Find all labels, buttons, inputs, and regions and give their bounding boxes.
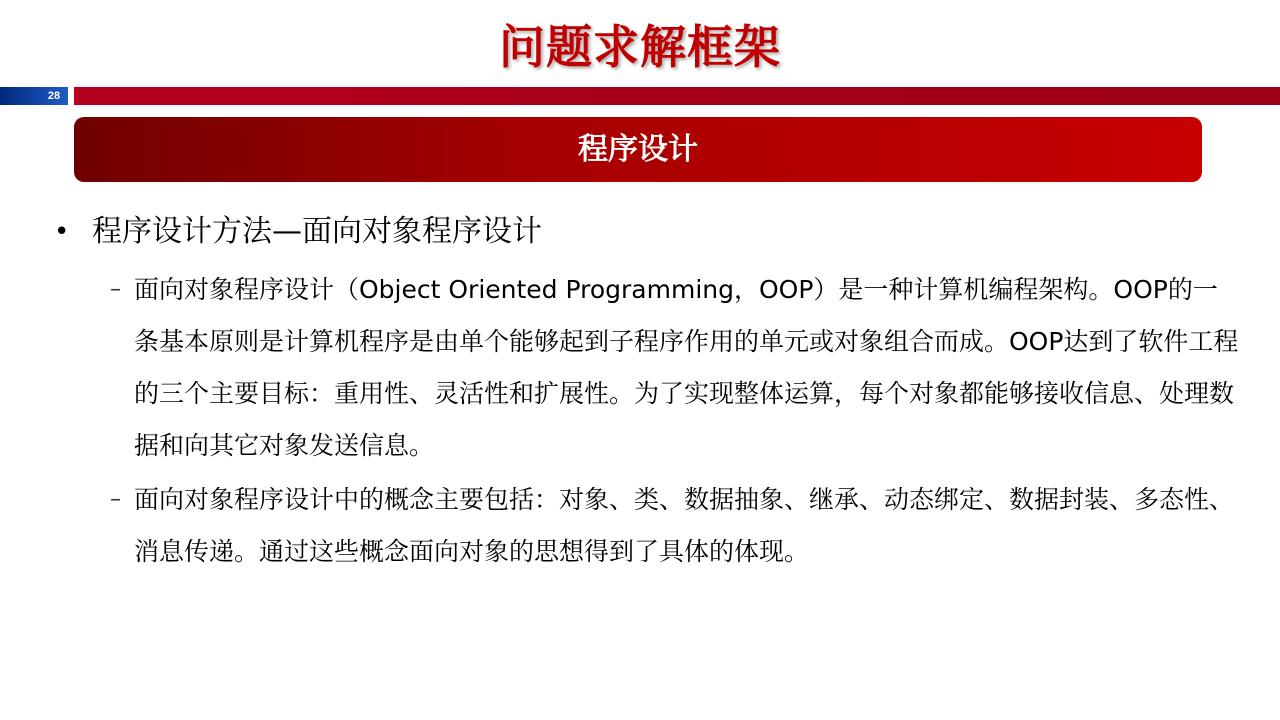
sub-bullet-dash: – xyxy=(110,277,121,302)
slide-title: 问题求解框架 xyxy=(499,20,781,74)
section-title: 程序设计 xyxy=(578,132,698,167)
sub-bullet-dash: – xyxy=(110,487,121,512)
sub-bullet-text: 面向对象程序设计（Object Oriented Programming，OOP）是一种计算机编程架构。OOP的一条基本原则是计算机程序是由单个能够起到子程序作用的单元或对象组合而成。OOP达到了软件工程的三个主要目标：重用性、灵活性和扩展性。为了实现整体运算，每个对象都能够接收信息、处理数据和向其它对象发送信息。 xyxy=(134,275,1239,460)
page-number-badge xyxy=(0,87,68,105)
sub-bullet-item xyxy=(110,264,1240,474)
bullet-item xyxy=(54,206,1244,258)
slide-content xyxy=(54,206,1244,586)
section-banner xyxy=(74,117,1202,182)
sub-bullet-text: 面向对象程序设计中的概念主要包括：对象、类、数据抽象、继承、动态绑定、数据封装、多态性、消息传递。通过这些概念面向对象的思想得到了具体的体现。 xyxy=(134,485,1235,566)
header-bar xyxy=(74,87,1280,105)
sub-bullet-item xyxy=(110,474,1240,580)
bullet-text: 程序设计方法—面向对象程序设计 xyxy=(92,214,542,249)
page-number: 28 xyxy=(47,90,61,102)
bullet-dot-icon: • xyxy=(54,217,70,247)
